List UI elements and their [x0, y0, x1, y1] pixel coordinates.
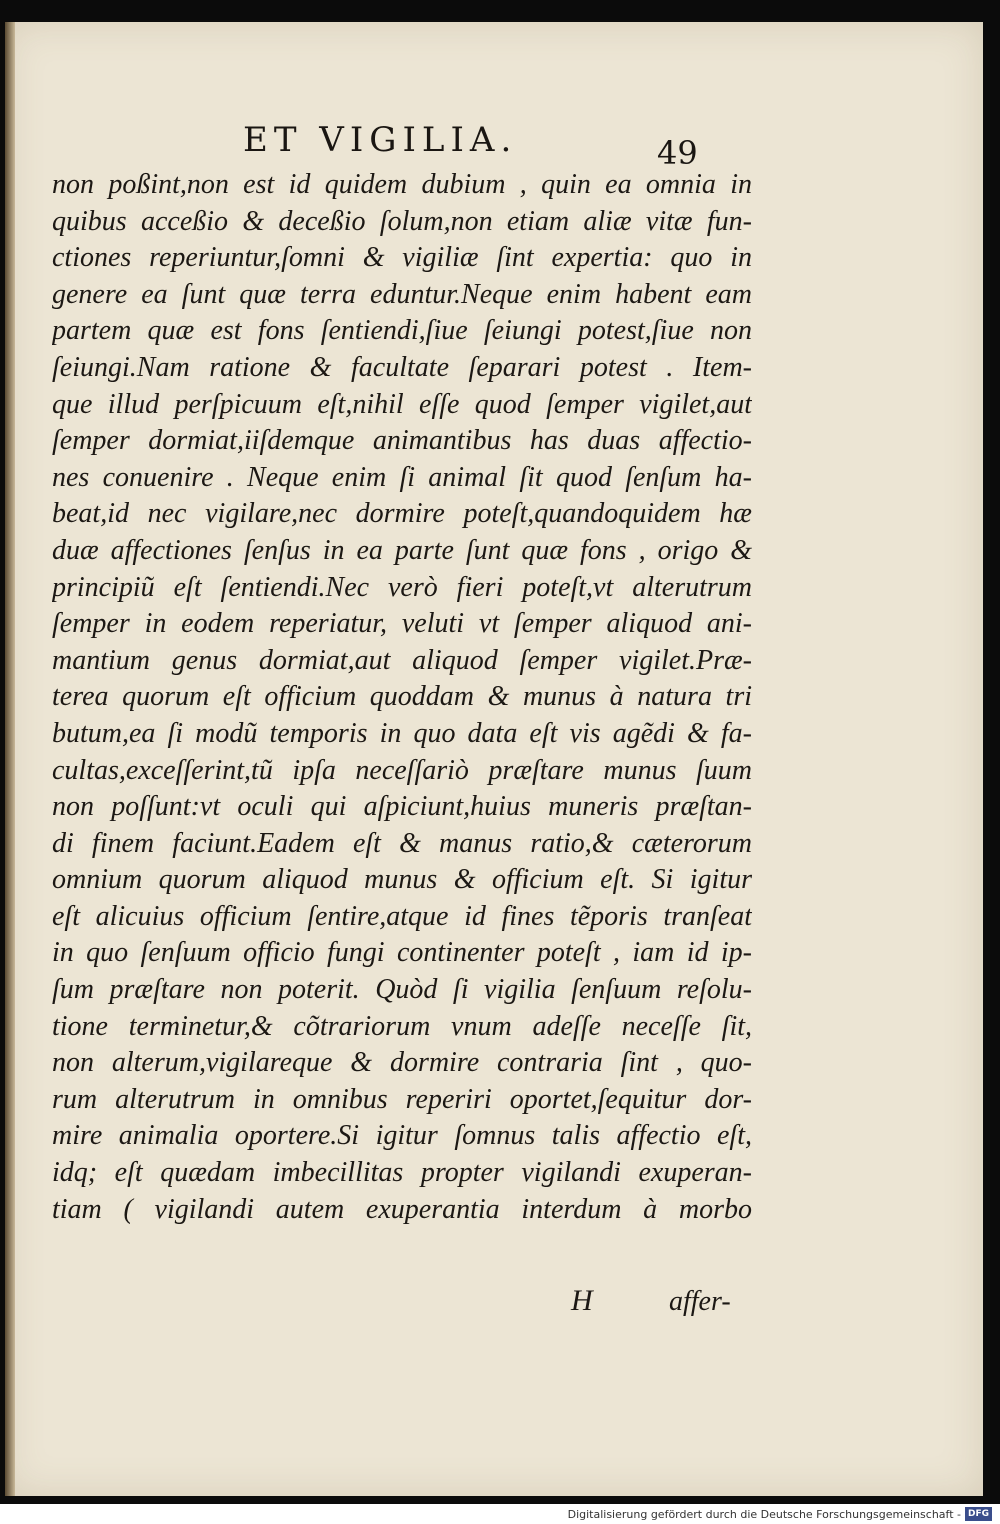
- text-line: mantium genus dormiat,aut aliquod ſemper vigilet.Præ-: [52, 644, 752, 676]
- catchword: affer-: [669, 1286, 731, 1317]
- text-line: tiam ( vigilandi autem exuperantia interdum à morbo: [52, 1193, 752, 1225]
- text-line: ſemper dormiat,iiſdemque animantibus has duas affectio-: [52, 425, 752, 457]
- body-text: [52, 167, 752, 1228]
- text-line: terea quorum eſt officium quoddam & munus à natura tri: [52, 681, 752, 713]
- page-gutter-edge: [5, 22, 15, 1496]
- text-line: ſum præſtare non poterit. Quòd ſi vigilia ſenſuum reſolu-: [52, 974, 752, 1006]
- digitization-credit: [568, 1506, 992, 1522]
- text-line: quibus acceßio & deceßio ſolum,non etiam aliæ vitæ fun-: [52, 205, 752, 237]
- text-line: mire animalia oportere.Si igitur ſomnus talis affectio eſt,: [52, 1120, 752, 1152]
- text-line: duæ affectiones ſenſus in ea parte ſunt quæ fons , origo &: [52, 534, 752, 566]
- text-line: principiũ eſt ſentiendi.Nec verò fieri poteſt,vt alterutrum: [52, 571, 752, 603]
- text-line: ſemper in eodem reperiatur, veluti vt ſemper aliquod ani-: [52, 608, 752, 640]
- text-line: butum,ea ſi modũ temporis in quo data eſt vis agẽdi & fa-: [52, 717, 752, 749]
- text-line: di finem faciunt.Eadem eſt & manus ratio,& cæterorum: [52, 827, 752, 859]
- text-line: non poſſunt:vt oculi qui aſpiciunt,huius muneris præſtan-: [52, 791, 752, 823]
- running-head: ET VIGILIA.: [243, 120, 518, 160]
- text-line: ſeiungi.Nam ratione & facultate ſeparari potest . Item-: [52, 351, 752, 383]
- text-line: rum alterutrum in omnibus reperiri oportet,ſequitur dor-: [52, 1083, 752, 1115]
- credit-text: Digitalisierung gefördert durch die Deutsche Forschungsgemeinschaft -: [567, 1507, 961, 1521]
- text-line: partem quæ est fons ſentiendi,ſiue ſeiungi potest,ſiue non: [52, 315, 752, 347]
- text-line: non poßint,non est id quidem dubium , quin ea omnia in: [52, 169, 752, 200]
- text-line: cultas,exceſſerint,tũ ipſa neceſſariò præſtare munus ſuum: [52, 754, 752, 786]
- text-line: que illud perſpicuum eſt,nihil eſſe quod ſemper vigilet,aut: [52, 388, 752, 420]
- text-line: eſt alicuius officium ſentire,atque id fines tẽporis tranſeat: [52, 900, 752, 932]
- text-line: idq; eſt quædam imbecillitas propter vigilandi exuperan-: [52, 1157, 752, 1189]
- text-line: omnium quorum aliquod munus & officium eſt. Si igitur: [52, 864, 752, 896]
- signature-mark: H: [571, 1284, 593, 1317]
- text-line: genere ea ſunt quæ terra eduntur.Neque enim habent eam: [52, 278, 752, 310]
- text-line: beat,id nec vigilare,nec dormire poteſt,quandoquidem hæ: [52, 498, 752, 530]
- text-line: nes conuenire . Neque enim ſi animal ſit quod ſenſum ha-: [52, 461, 752, 493]
- text-line: in quo ſenſuum officio fungi continenter poteſt , iam id ip-: [52, 937, 752, 969]
- text-line: tione terminetur,& cõtrariorum vnum adeſſe neceſſe ſit,: [52, 1010, 752, 1042]
- text-line: non alterum,vigilareque & dormire contraria ſint , quo-: [52, 1047, 752, 1079]
- dfg-logo: DFG: [965, 1507, 992, 1521]
- page-number: 49: [657, 134, 698, 172]
- text-line: ctiones reperiuntur,ſomni & vigiliæ ſint expertia: quo in: [52, 242, 752, 274]
- book-page: [5, 22, 983, 1496]
